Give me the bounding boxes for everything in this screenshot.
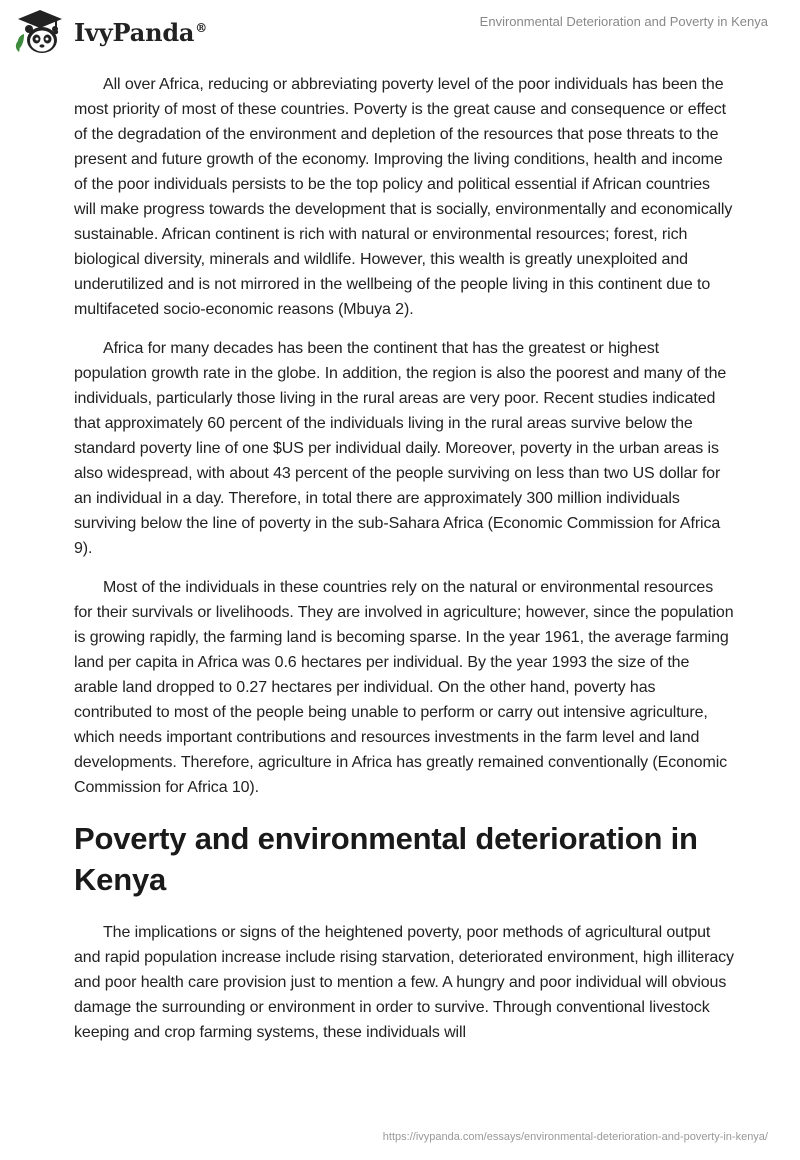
source-url[interactable]: https://ivypanda.com/essays/environmental-deterioration-and-poverty-in-kenya/ [382, 1131, 768, 1143]
paragraph-3: Most of the individuals in these countries rely on the natural or environmental resources for their survivals or livelihoods. They are involved in agriculture; however, since the population is growing rapidly, the farming land is becoming sparse. In the year 1961, the average farming land per capita in Africa was 0.6 hectares per individual. By the year 1993 the size of the arable land dropped to 0.27 hectares per individual. On the other hand, poverty has contributed to most of the people being unable to perform or carry out intensive agriculture, which needs important contributions and resources investments in the farm level and land developments. Therefore, agriculture in Africa has greatly remained conventionally (Economic Commission for Africa 10). [74, 579, 734, 796]
paragraph-2: Africa for many decades has been the continent that has the greatest or highest population growth rate in the globe. In addition, the region is also the poorest and many of the individuals, particularly those living in the rural areas are very poor. Recent studies indicated that approximately 60 percent of the individuals living in the rural areas survive below the standard poverty line of one $US per individual daily. Moreover, poverty in the urban areas is also widespread, with about 43 percent of the people surviving on less than two US dollar for an individual in a day. Therefore, in total there are approximately 300 million individuals surviving below the line of poverty in the sub-Sahara Africa (Economic Commission for Africa 9). [74, 340, 727, 557]
page-header [0, 0, 800, 62]
section-heading: Poverty and environmental deterioration in Kenya [74, 821, 698, 897]
paragraph-4: The implications or signs of the heightened poverty, poor methods of agricultural output and rapid population increase include rising starvation, deteriorated environment, high illiteracy and poor health care provision just to mention a few. A hungry and poor individual will obvious damage the surrounding or environment in order to survive. Through conventional livestock keeping and crop farming systems, these individuals will [74, 924, 734, 1041]
brand-name: IvyPanda® [74, 17, 208, 47]
brand-logo[interactable] [14, 8, 207, 56]
essay-body [74, 72, 734, 1059]
panda-logo-icon [14, 8, 66, 56]
document-title: Environmental Deterioration and Poverty in Kenya [479, 14, 768, 29]
paragraph-1: All over Africa, reducing or abbreviating poverty level of the poor individuals has been the most priority of most of these countries. Poverty is the great cause and consequence or effect of the degradation of the environment and depletion of the resources that pose threats to the present and future growth of the economy. Improving the living conditions, health and income of the poor individuals persists to be the top policy and political essential if African countries will make progress towards the development that is socially, environmentally and economically sustainable. African continent is rich with natural or environmental resources; forest, rich biological diversity, minerals and wildlife. However, this wealth is greatly unexploited and underutilized and is not mirrored in the wellbeing of the people living in this continent due to multifaceted socio-economic reasons (Mbuya 2). [74, 76, 733, 318]
registered-mark: ® [195, 20, 208, 35]
